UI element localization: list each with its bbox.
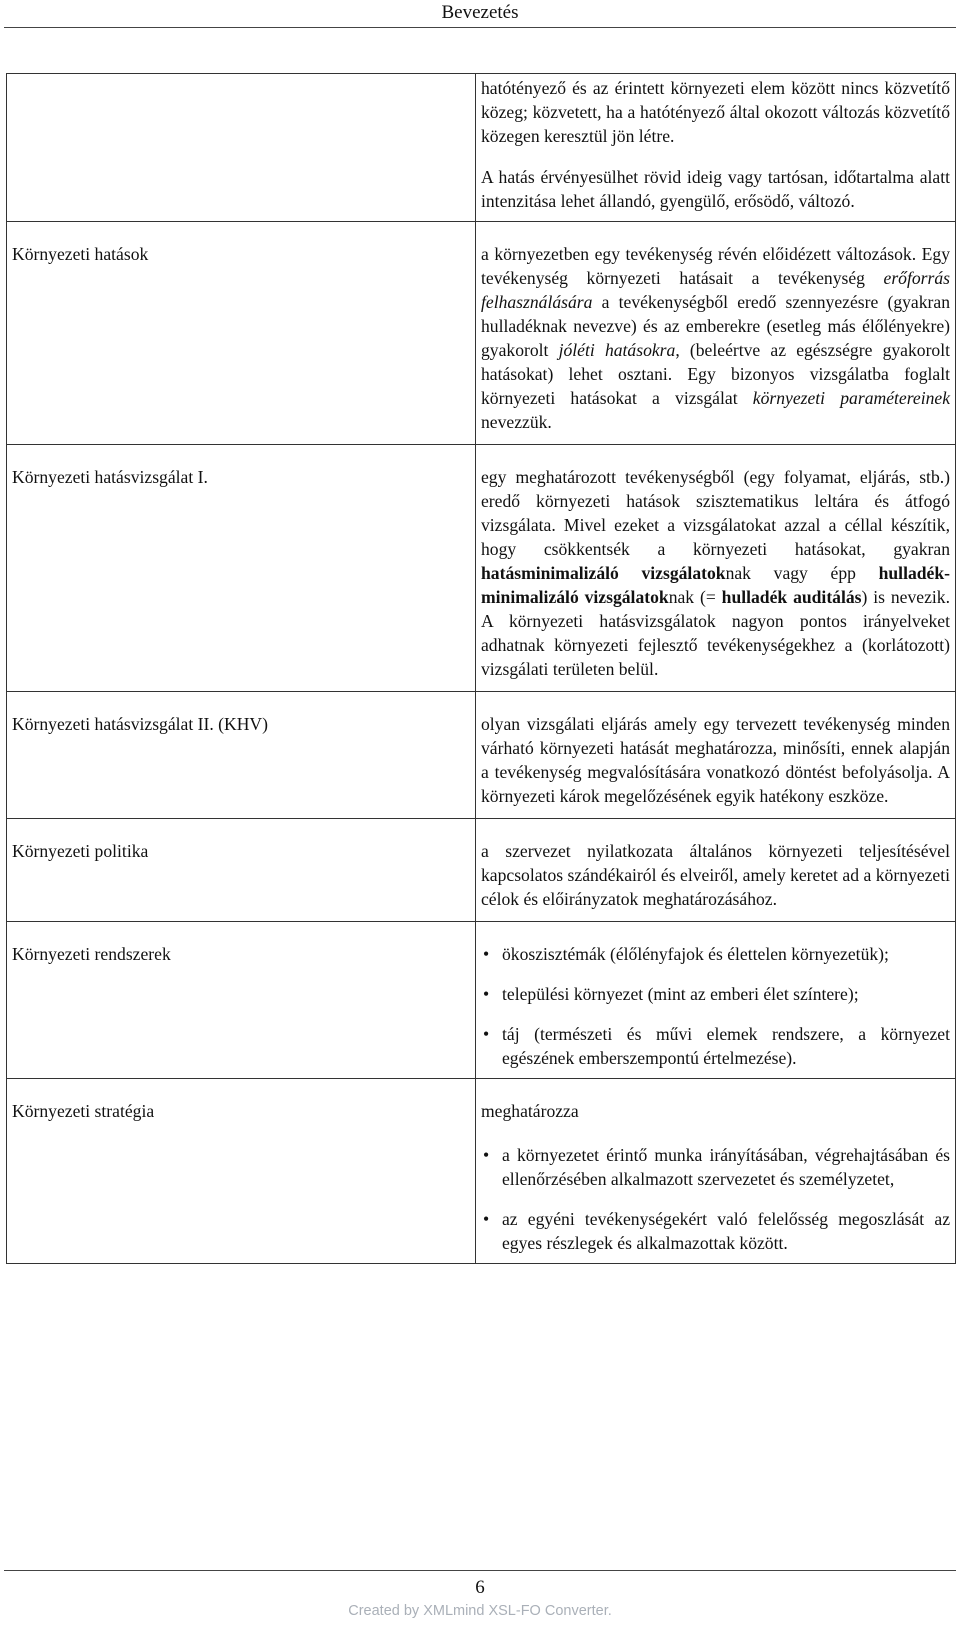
definition-cell — [476, 222, 956, 445]
bullet-list — [481, 942, 950, 1070]
term-cell — [7, 445, 476, 692]
table-row — [7, 819, 956, 922]
table-row — [7, 1079, 956, 1264]
definition-cell — [476, 1079, 956, 1264]
definition-cell — [476, 692, 956, 819]
term-cell — [7, 692, 476, 819]
term-cell — [7, 922, 476, 1079]
term-label: Környezeti rendszerek — [12, 944, 171, 964]
definition-cell — [476, 74, 956, 222]
term-label: Környezeti stratégia — [12, 1101, 155, 1121]
term-label: Környezeti politika — [12, 841, 149, 861]
table-row — [7, 445, 956, 692]
term-cell — [7, 819, 476, 922]
running-header: Bevezetés — [441, 2, 519, 23]
definition-paragraph: a környezetben egy tevékenység révén előidézett változások. Egy tevékenység környezeti hatásait a tevékenység erőforrás felhasználására a tevékenységből eredő szennyezésre (gyakran hulladéknak nevezve) és az emberekre (esetleg más élőlényekre) gyakorolt jóléti hatásokra, (beleértve az egészségre gyakorolt hatásokat) lehet osztani. Egy bizonyos vizsgálatba foglalt környezeti hatásokat a vizsgálat környezeti paramétereinek nevezzük. — [481, 244, 951, 432]
bullet-list — [481, 1143, 950, 1255]
definition-cell — [476, 922, 956, 1079]
list-item: • ökoszisztémák (élőlényfajok és élettelen környezetük); — [481, 942, 950, 966]
term-label: Környezeti hatásvizsgálat I. — [12, 467, 208, 487]
table-row — [7, 222, 956, 445]
glossary-table — [6, 73, 956, 1264]
header-divider — [4, 27, 956, 28]
table-row — [7, 692, 956, 819]
definition-paragraph: egy meghatározott tevékenységből (egy folyamat, eljárás, stb.) eredő környezeti hatások szisztematikus leltára és átfogó vizsgálata. Mivel ezeket a vizsgálatokat azzal a céllal készítik, hogy csökkentsék a környezeti hatásokat, gyakran hatásminimalizáló vizsgálatoknak vagy épp hulladék-minimalizáló vizsgálatoknak (= hulladék auditálás) is nevezik. A környezeti hatásvizsgálatok nagyon pontos irányelveket adhatnak környezeti fejlesztő tevékenységekhez a (korlátozott) vizsgálati területen belül. — [481, 467, 950, 679]
definition-paragraph: hatótényező és az érintett környezeti elem között nincs közvetítő közeg; közvetett, ha a hatótényező által okozott változás közvetítő közegen keresztül jön létre. — [481, 78, 950, 146]
page-number: 6 — [475, 1577, 485, 1598]
footer-divider — [4, 1570, 956, 1571]
converter-credit: Created by XMLmind XSL-FO Converter. — [348, 1603, 612, 1619]
list-item: • a környezetet érintő munka irányításában, végrehajtásában és ellenőrzésében alkalmazott szervezetet és személyzetet, — [481, 1143, 950, 1191]
definition-cell — [476, 819, 956, 922]
definition-cell — [476, 445, 956, 692]
term-cell — [7, 222, 476, 445]
term-cell — [7, 1079, 476, 1264]
list-item: • táj (természeti és művi elemek rendszere, a környezet egészének emberszempontú értelmezése). — [481, 1022, 950, 1070]
term-label: Környezeti hatásvizsgálat II. (KHV) — [12, 714, 268, 734]
table-row — [7, 922, 956, 1079]
term-cell — [7, 74, 476, 222]
definition-paragraph: olyan vizsgálati eljárás amely egy tervezett tevékenység minden várható környezeti hatását meghatározza, minősíti, ennek alapján a tevékenység megvalósítására vonatkozó döntést befolyásolja. A környezeti károk megelőzésének egyik hatékony eszköze. — [481, 714, 950, 806]
list-item: • települési környezet (mint az emberi élet színtere); — [481, 982, 950, 1006]
definition-intro: meghatározza — [481, 1101, 579, 1121]
definition-paragraph: A hatás érvényesülhet rövid ideig vagy tartósan, időtartalma alatt intenzitása lehet állandó, gyengülő, erősödő, változó. — [481, 167, 950, 211]
table-row — [7, 74, 956, 222]
definition-paragraph: a szervezet nyilatkozata általános környezeti teljesítésével kapcsolatos szándékairól és elveiről, amely keretet ad a környezeti célok és előirányzatok meghatározásához. — [481, 841, 950, 909]
list-item: • az egyéni tevékenységekért való felelősség megoszlását az egyes részlegek és alkalmazottak között. — [481, 1207, 950, 1255]
term-label: Környezeti hatások — [12, 244, 149, 264]
